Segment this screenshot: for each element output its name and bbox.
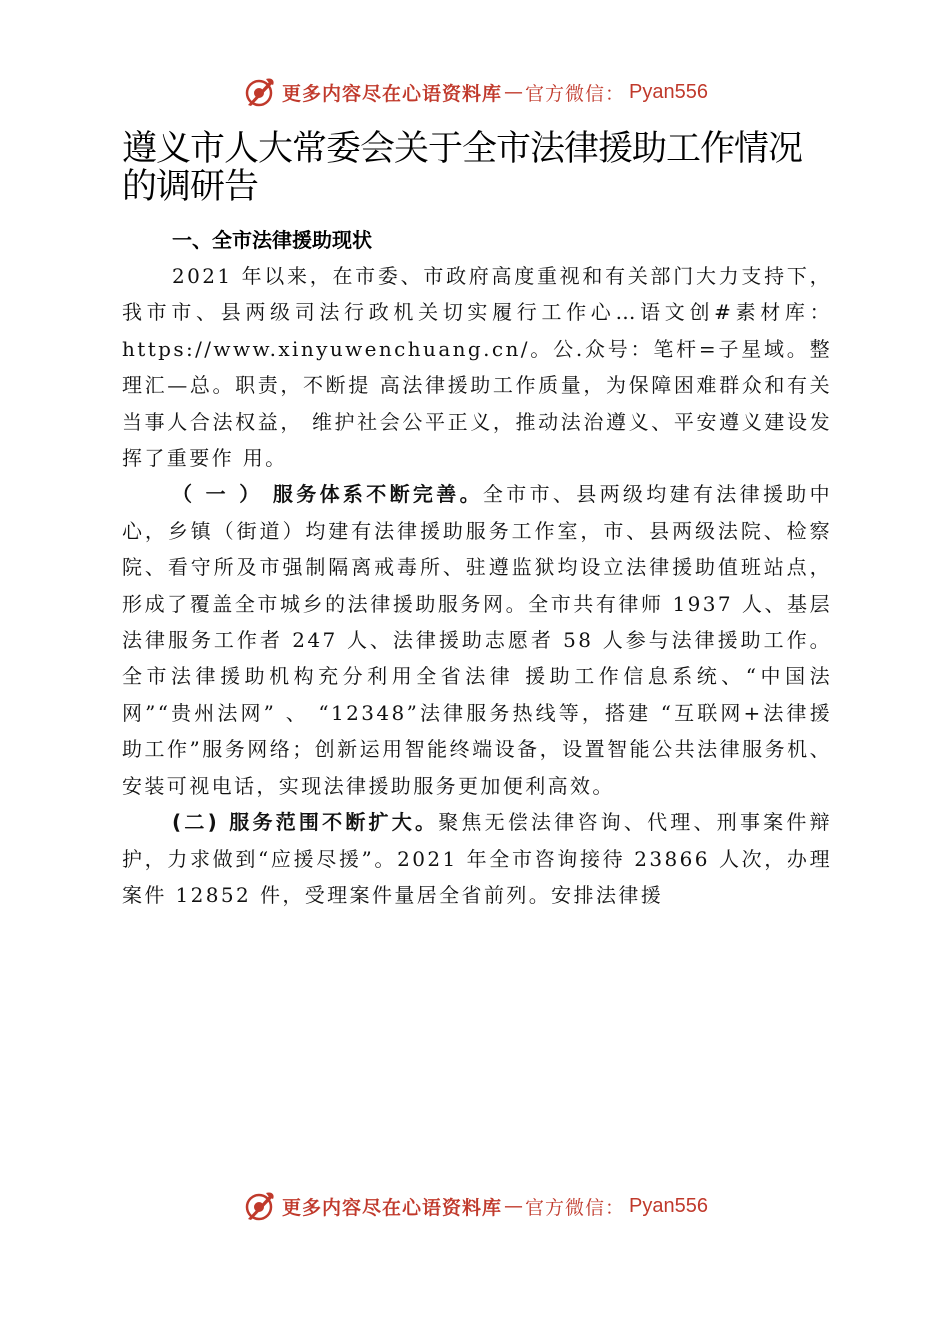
- document-title: 遵义市人大常委会关于全市法律援助工作情况的调研告: [122, 129, 803, 207]
- banner-wechat-id: Pyan556: [629, 1194, 708, 1217]
- banner-separator: —: [504, 1195, 524, 1217]
- quill-logo-icon: [242, 75, 276, 109]
- quill-logo-icon: [242, 1189, 276, 1223]
- document-body: [122, 222, 832, 913]
- paragraph-lead: （ 一 ） 服务体系不断完善。: [172, 482, 483, 507]
- footer-banner: [0, 1186, 950, 1226]
- section-heading: 一、全市法律援助现状: [172, 228, 372, 252]
- paragraph-intro: 2021 年以来，在市委、市政府高度重视和有关部门大力支持下，我市市、县两级司法行政机关切实履行工作心…语文创#素材库：https://www.xinyuwenchuang.cn/。公.众号：笔杆=子星域。整理汇—总。职责，不断提 高法律援助工作质量，为保障困难群众和有关当事人合法权益， 维护社会公平正义，推动法治遵义、平安遵义建设发挥了重要作 用。: [122, 264, 832, 471]
- banner-slogan: 更多内容尽在心语资料库: [282, 82, 503, 105]
- paragraph-body: 全市市、县两级均建有法律援助中心，乡镇（街道）均建有法律援助服务工作室，市、县两级法院、检察院、看守所及市强制隔离戒毒所、驻遵监狱均设立法律援助值班站点，形成了覆盖全市城乡的法律援助服务网。全市共有律师 1937 人、基层法律服务工作者 247 人、法律援助志愿者 58 人参与法律援助工作。全市法律援助机构充分利用全省法律 援助工作信息系统、“中国法网”“贵州法网” 、 “12348”法律服务热线等，搭建 “互联网+法律援助工作”服务网络；创新运用智能终端设备，设置智能公共法律服务机、安装可视电话，实现法律援助服务更加便利高效。: [122, 482, 833, 798]
- paragraph-service-scope: [122, 804, 832, 913]
- paragraph-body: 聚焦无偿法律咨询、代理、刑事案件辩护，力求做到“应援尽援”。2021 年全市咨询接待 23866 人次，办理案件 12852 件，受理案件量居全省前列。安排法律援: [122, 810, 832, 907]
- header-banner: [0, 72, 950, 112]
- banner-wechat-id: Pyan556: [629, 80, 708, 103]
- paragraph-service-system: [122, 476, 832, 804]
- banner-wechat-label: 官方微信：: [525, 82, 626, 105]
- banner-slogan: 更多内容尽在心语资料库: [282, 1196, 503, 1219]
- banner-separator: —: [504, 81, 524, 103]
- banner-wechat-label: 官方微信：: [525, 1196, 626, 1219]
- paragraph-lead: (二) 服务范围不断扩大。: [172, 810, 439, 835]
